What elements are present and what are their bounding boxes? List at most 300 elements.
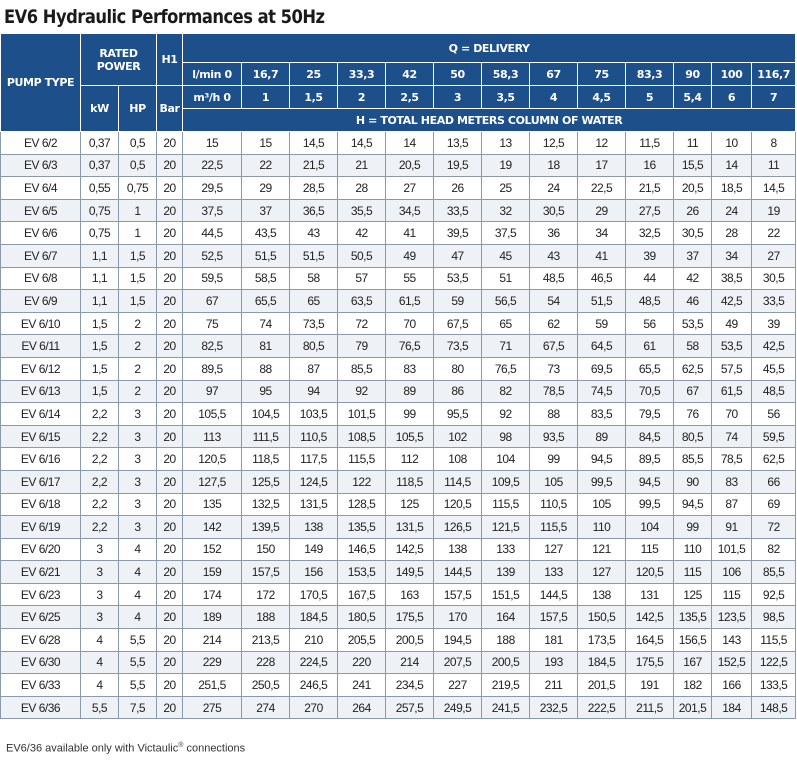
table-cell: 43,5	[242, 222, 290, 245]
table-cell: 78,5	[712, 448, 752, 471]
table-cell: 56	[752, 403, 796, 426]
table-cell: 56	[626, 312, 674, 335]
table-cell: 20	[157, 222, 183, 245]
table-cell: 257,5	[386, 696, 434, 719]
table-row	[1, 493, 796, 516]
table-cell: 120,5	[626, 561, 674, 584]
table-cell: 29	[242, 177, 290, 200]
pump-type-header: PUMP TYPE	[1, 34, 81, 132]
table-cell: 92	[338, 380, 386, 403]
table-cell: 4	[119, 583, 157, 606]
table-cell: 94,5	[578, 448, 626, 471]
m3h-value: 2,5	[386, 86, 434, 109]
table-cell: 106	[712, 561, 752, 584]
table-cell: 14,5	[290, 132, 338, 155]
table-cell: 42,5	[752, 335, 796, 358]
table-cell: 127,5	[183, 470, 242, 493]
table-cell: 27,5	[626, 199, 674, 222]
lmin-value: 58,3	[482, 63, 530, 86]
table-cell: 19	[482, 154, 530, 177]
table-cell: 4	[81, 651, 119, 674]
table-cell: 117,5	[290, 448, 338, 471]
table-row	[1, 199, 796, 222]
table-row	[1, 132, 796, 155]
table-cell: 36	[530, 222, 578, 245]
table-row	[1, 696, 796, 719]
footnote-suffix: connections	[183, 742, 246, 755]
table-cell: 111,5	[242, 425, 290, 448]
lmin-value: 25	[290, 63, 338, 86]
table-cell: 115	[712, 583, 752, 606]
table-cell: 118,5	[386, 470, 434, 493]
table-cell: 65,5	[626, 357, 674, 380]
table-cell: 62,5	[674, 357, 712, 380]
table-cell: 72	[338, 312, 386, 335]
table-cell: 61	[626, 335, 674, 358]
performance-table	[0, 33, 796, 719]
table-row	[1, 267, 796, 290]
table-cell: 20	[157, 335, 183, 358]
lmin-value: 67	[530, 63, 578, 86]
pump-type-cell: EV 6/17	[1, 470, 81, 493]
table-cell: 200,5	[386, 629, 434, 652]
table-row	[1, 154, 796, 177]
table-cell: 37	[242, 199, 290, 222]
table-cell: 128,5	[338, 493, 386, 516]
table-cell: 1	[119, 222, 157, 245]
table-cell: 53,5	[712, 335, 752, 358]
table-cell: 110	[674, 538, 712, 561]
table-cell: 42	[674, 267, 712, 290]
table-cell: 126,5	[434, 516, 482, 539]
table-cell: 93,5	[530, 425, 578, 448]
table-cell: 19	[752, 199, 796, 222]
table-cell: 125	[674, 583, 712, 606]
table-cell: 20	[157, 380, 183, 403]
table-cell: 74	[242, 312, 290, 335]
table-cell: 85,5	[338, 357, 386, 380]
table-cell: 20,5	[386, 154, 434, 177]
table-cell: 4	[119, 538, 157, 561]
pump-type-cell: EV 6/18	[1, 493, 81, 516]
table-cell: 110	[578, 516, 626, 539]
table-cell: 20	[157, 154, 183, 177]
table-row	[1, 561, 796, 584]
table-cell: 2,2	[81, 493, 119, 516]
table-cell: 20	[157, 674, 183, 697]
table-cell: 44	[626, 267, 674, 290]
table-cell: 15,5	[674, 154, 712, 177]
lmin-value: 116,7	[752, 63, 796, 86]
table-row	[1, 629, 796, 652]
table-cell: 20	[157, 448, 183, 471]
table-cell: 62	[530, 312, 578, 335]
table-cell: 157,5	[242, 561, 290, 584]
table-row	[1, 538, 796, 561]
table-cell: 83,5	[578, 403, 626, 426]
table-cell: 11	[752, 154, 796, 177]
table-cell: 5,5	[81, 696, 119, 719]
table-cell: 20	[157, 177, 183, 200]
table-row	[1, 651, 796, 674]
table-cell: 108,5	[338, 425, 386, 448]
table-cell: 222,5	[578, 696, 626, 719]
table-cell: 127	[530, 538, 578, 561]
m3h-value: 5,4	[674, 86, 712, 109]
table-cell: 182	[674, 674, 712, 697]
pump-type-cell: EV 6/21	[1, 561, 81, 584]
table-cell: 12,5	[530, 132, 578, 155]
table-cell: 20	[157, 606, 183, 629]
table-cell: 214	[386, 651, 434, 674]
table-cell: 135,5	[674, 606, 712, 629]
table-cell: 47	[434, 244, 482, 267]
table-cell: 57,5	[712, 357, 752, 380]
table-cell: 133	[530, 561, 578, 584]
table-cell: 1,1	[81, 267, 119, 290]
table-cell: 53,5	[434, 267, 482, 290]
table-cell: 156	[290, 561, 338, 584]
table-cell: 20	[157, 538, 183, 561]
table-cell: 49	[712, 312, 752, 335]
table-cell: 108	[434, 448, 482, 471]
m3h-value: 1,5	[290, 86, 338, 109]
table-cell: 191	[626, 674, 674, 697]
table-row	[1, 516, 796, 539]
pump-type-cell: EV 6/16	[1, 448, 81, 471]
table-cell: 21,5	[626, 177, 674, 200]
table-row	[1, 606, 796, 629]
table-cell: 33,5	[752, 290, 796, 313]
table-cell: 275	[183, 696, 242, 719]
table-cell: 180,5	[338, 606, 386, 629]
table-cell: 27	[386, 177, 434, 200]
table-cell: 97	[183, 380, 242, 403]
table-cell: 142	[183, 516, 242, 539]
table-cell: 30,5	[530, 199, 578, 222]
table-cell: 105	[530, 470, 578, 493]
table-cell: 61,5	[386, 290, 434, 313]
table-cell: 120,5	[434, 493, 482, 516]
table-cell: 8	[752, 132, 796, 155]
table-cell: 156,5	[674, 629, 712, 652]
table-cell: 4	[81, 629, 119, 652]
table-cell: 131,5	[386, 516, 434, 539]
table-cell: 148,5	[752, 696, 796, 719]
table-cell: 114,5	[434, 470, 482, 493]
table-cell: 21,5	[290, 154, 338, 177]
table-cell: 58,5	[242, 267, 290, 290]
table-cell: 151,5	[482, 583, 530, 606]
table-cell: 201,5	[578, 674, 626, 697]
table-cell: 3	[81, 606, 119, 629]
table-cell: 20	[157, 651, 183, 674]
table-cell: 74	[712, 425, 752, 448]
table-cell: 80,5	[674, 425, 712, 448]
pump-type-cell: EV 6/15	[1, 425, 81, 448]
table-cell: 0,75	[81, 222, 119, 245]
table-cell: 194,5	[434, 629, 482, 652]
table-cell: 33,5	[434, 199, 482, 222]
table-cell: 115	[626, 538, 674, 561]
table-cell: 3	[81, 538, 119, 561]
table-cell: 142,5	[386, 538, 434, 561]
table-cell: 0,37	[81, 132, 119, 155]
table-cell: 59	[578, 312, 626, 335]
table-cell: 246,5	[290, 674, 338, 697]
table-cell: 62,5	[752, 448, 796, 471]
table-cell: 110,5	[290, 425, 338, 448]
hp-header: HP	[119, 86, 157, 132]
table-cell: 18	[530, 154, 578, 177]
table-cell: 87	[290, 357, 338, 380]
table-cell: 94	[290, 380, 338, 403]
m3h-row	[1, 86, 796, 109]
table-cell: 91	[712, 516, 752, 539]
table-cell: 139,5	[242, 516, 290, 539]
table-cell: 76	[674, 403, 712, 426]
table-row	[1, 583, 796, 606]
m3h-label: m³/h 0	[183, 86, 242, 109]
table-cell: 4	[81, 674, 119, 697]
table-cell: 20	[157, 199, 183, 222]
table-cell: 4	[119, 606, 157, 629]
table-cell: 20	[157, 583, 183, 606]
table-cell: 101,5	[712, 538, 752, 561]
table-cell: 232,5	[530, 696, 578, 719]
table-cell: 90	[674, 470, 712, 493]
table-cell: 51,5	[578, 290, 626, 313]
table-cell: 121	[578, 538, 626, 561]
m3h-value: 7	[752, 86, 796, 109]
table-row	[1, 335, 796, 358]
table-cell: 42	[338, 222, 386, 245]
table-cell: 35,5	[338, 199, 386, 222]
table-cell: 150,5	[578, 606, 626, 629]
bar-header: Bar	[157, 86, 183, 132]
table-cell: 76,5	[482, 357, 530, 380]
table-cell: 46,5	[578, 267, 626, 290]
table-cell: 20	[157, 561, 183, 584]
table-cell: 121,5	[482, 516, 530, 539]
table-cell: 39	[626, 244, 674, 267]
table-cell: 64,5	[578, 335, 626, 358]
table-cell: 164,5	[626, 629, 674, 652]
table-cell: 20	[157, 267, 183, 290]
table-cell: 29,5	[183, 177, 242, 200]
table-cell: 39	[752, 312, 796, 335]
table-cell: 73	[530, 357, 578, 380]
table-cell: 2,2	[81, 516, 119, 539]
table-cell: 19,5	[434, 154, 482, 177]
table-row	[1, 244, 796, 267]
table-cell: 133,5	[752, 674, 796, 697]
table-cell: 5,5	[119, 674, 157, 697]
pump-type-cell: EV 6/10	[1, 312, 81, 335]
table-cell: 71	[482, 335, 530, 358]
table-cell: 13,5	[434, 132, 482, 155]
table-cell: 89,5	[626, 448, 674, 471]
table-cell: 51	[482, 267, 530, 290]
table-cell: 56,5	[482, 290, 530, 313]
table-cell: 251,5	[183, 674, 242, 697]
pump-type-cell: EV 6/2	[1, 132, 81, 155]
table-cell: 153,5	[338, 561, 386, 584]
table-cell: 7,5	[119, 696, 157, 719]
table-row	[1, 470, 796, 493]
table-cell: 92	[482, 403, 530, 426]
table-cell: 50,5	[338, 244, 386, 267]
pump-type-cell: EV 6/3	[1, 154, 81, 177]
table-cell: 219,5	[482, 674, 530, 697]
table-cell: 51,5	[242, 244, 290, 267]
table-cell: 89	[386, 380, 434, 403]
table-cell: 37,5	[482, 222, 530, 245]
table-cell: 175,5	[626, 651, 674, 674]
table-row	[1, 448, 796, 471]
table-cell: 2,2	[81, 448, 119, 471]
table-cell: 220	[338, 651, 386, 674]
table-cell: 54	[530, 290, 578, 313]
table-cell: 2,2	[81, 470, 119, 493]
table-cell: 45,5	[752, 357, 796, 380]
table-cell: 26	[674, 199, 712, 222]
table-cell: 25	[482, 177, 530, 200]
table-cell: 173,5	[578, 629, 626, 652]
table-cell: 82	[752, 538, 796, 561]
table-cell: 34	[578, 222, 626, 245]
total-head-header: H = TOTAL HEAD METERS COLUMN OF WATER	[183, 109, 796, 132]
table-cell: 163	[386, 583, 434, 606]
lmin-value: 90	[674, 63, 712, 86]
table-cell: 234,5	[386, 674, 434, 697]
table-cell: 85,5	[752, 561, 796, 584]
table-cell: 22	[752, 222, 796, 245]
table-cell: 99,5	[626, 493, 674, 516]
table-cell: 10	[712, 132, 752, 155]
table-cell: 70	[386, 312, 434, 335]
table-cell: 99	[386, 403, 434, 426]
table-cell: 98	[482, 425, 530, 448]
table-cell: 250,5	[242, 674, 290, 697]
table-cell: 105	[578, 493, 626, 516]
table-cell: 149	[290, 538, 338, 561]
table-cell: 142,5	[626, 606, 674, 629]
pump-type-cell: EV 6/6	[1, 222, 81, 245]
table-cell: 118,5	[242, 448, 290, 471]
table-cell: 1,5	[81, 380, 119, 403]
table-cell: 28	[338, 177, 386, 200]
table-cell: 4	[119, 561, 157, 584]
pump-type-cell: EV 6/9	[1, 290, 81, 313]
table-row	[1, 222, 796, 245]
table-cell: 22,5	[578, 177, 626, 200]
table-cell: 5,5	[119, 651, 157, 674]
table-cell: 1,1	[81, 290, 119, 313]
table-cell: 0,75	[119, 177, 157, 200]
table-row	[1, 312, 796, 335]
table-cell: 76,5	[386, 335, 434, 358]
table-cell: 170,5	[290, 583, 338, 606]
table-cell: 92,5	[752, 583, 796, 606]
table-cell: 11	[674, 132, 712, 155]
table-cell: 69,5	[578, 357, 626, 380]
table-cell: 2,2	[81, 425, 119, 448]
table-cell: 201,5	[674, 696, 712, 719]
pump-type-cell: EV 6/36	[1, 696, 81, 719]
table-cell: 132,5	[242, 493, 290, 516]
table-header	[1, 34, 796, 132]
table-row	[1, 380, 796, 403]
pump-type-cell: EV 6/13	[1, 380, 81, 403]
table-cell: 143	[712, 629, 752, 652]
table-cell: 124,5	[290, 470, 338, 493]
table-cell: 149,5	[386, 561, 434, 584]
table-cell: 0,5	[119, 154, 157, 177]
table-cell: 78,5	[530, 380, 578, 403]
table-cell: 105,5	[183, 403, 242, 426]
table-cell: 42,5	[712, 290, 752, 313]
table-cell: 0,55	[81, 177, 119, 200]
table-cell: 188	[482, 629, 530, 652]
table-cell: 84,5	[626, 425, 674, 448]
table-cell: 67,5	[530, 335, 578, 358]
table-cell: 1,1	[81, 244, 119, 267]
table-cell: 53,5	[674, 312, 712, 335]
table-cell: 11,5	[626, 132, 674, 155]
table-cell: 184,5	[578, 651, 626, 674]
table-cell: 127	[578, 561, 626, 584]
table-cell: 1,5	[81, 335, 119, 358]
lmin-value: 83,3	[626, 63, 674, 86]
table-cell: 101,5	[338, 403, 386, 426]
table-cell: 44,5	[183, 222, 242, 245]
pump-type-cell: EV 6/4	[1, 177, 81, 200]
table-cell: 144,5	[530, 583, 578, 606]
table-cell: 86	[434, 380, 482, 403]
table-cell: 0,37	[81, 154, 119, 177]
table-row	[1, 425, 796, 448]
table-cell: 213,5	[242, 629, 290, 652]
table-cell: 67	[183, 290, 242, 313]
table-row	[1, 177, 796, 200]
table-cell: 211,5	[626, 696, 674, 719]
table-cell: 0,75	[81, 199, 119, 222]
table-cell: 13	[482, 132, 530, 155]
lmin-value: 16,7	[242, 63, 290, 86]
table-cell: 99	[530, 448, 578, 471]
pump-type-cell: EV 6/5	[1, 199, 81, 222]
table-cell: 138	[434, 538, 482, 561]
table-cell: 174	[183, 583, 242, 606]
table-cell: 58	[290, 267, 338, 290]
pump-type-cell: EV 6/7	[1, 244, 81, 267]
pump-type-cell: EV 6/14	[1, 403, 81, 426]
table-cell: 29	[578, 199, 626, 222]
lmin-value: 33,3	[338, 63, 386, 86]
table-cell: 43	[530, 244, 578, 267]
m3h-value: 3,5	[482, 86, 530, 109]
table-cell: 20	[157, 516, 183, 539]
table-cell: 159	[183, 561, 242, 584]
table-cell: 211	[530, 674, 578, 697]
table-cell: 73,5	[290, 312, 338, 335]
table-cell: 2	[119, 357, 157, 380]
table-cell: 83	[386, 357, 434, 380]
table-cell: 104	[626, 516, 674, 539]
table-cell: 38,5	[712, 267, 752, 290]
m3h-value: 2	[338, 86, 386, 109]
